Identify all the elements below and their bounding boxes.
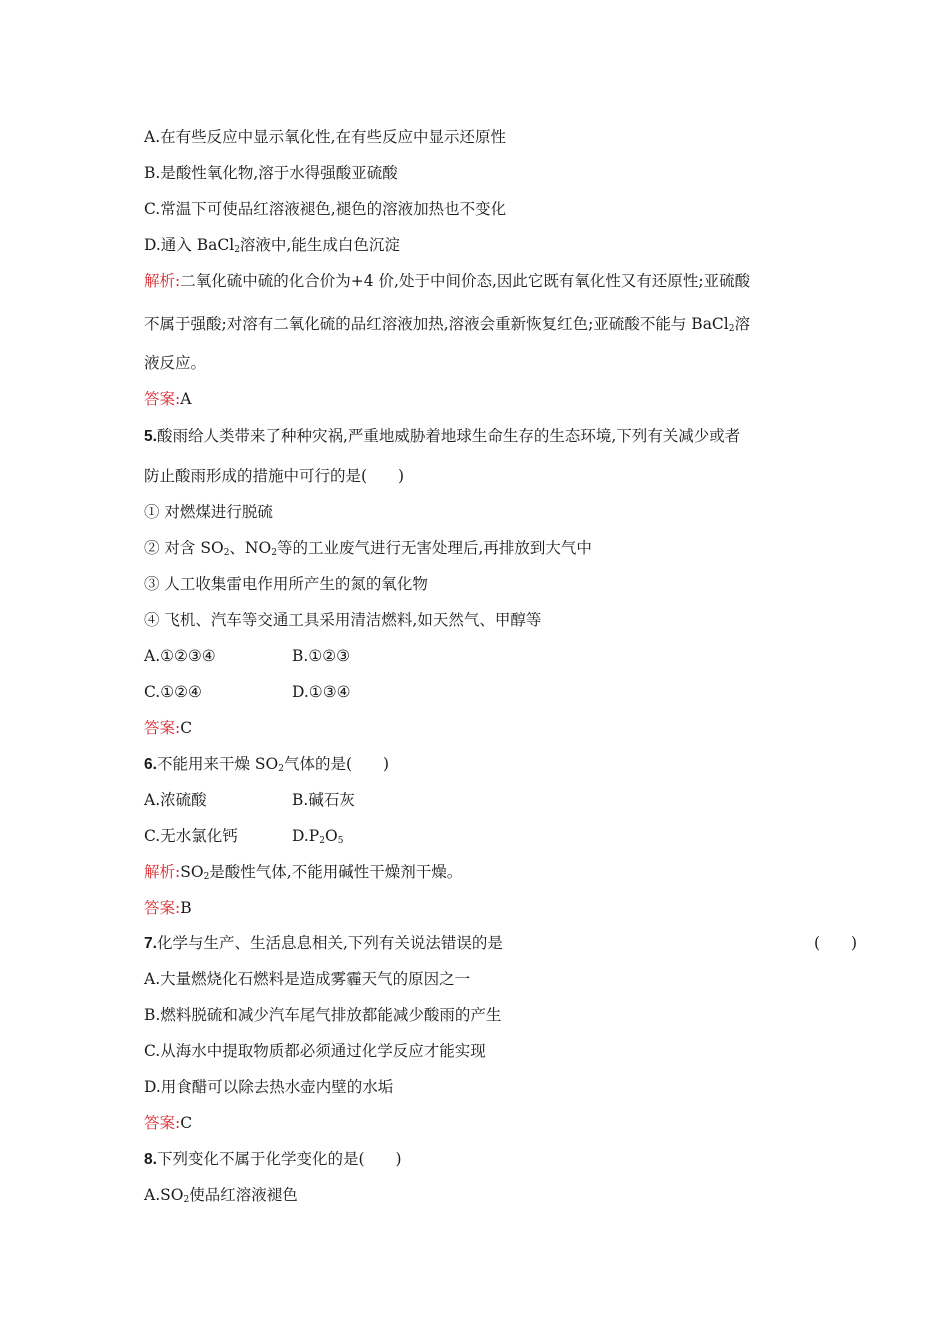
question-number: 8. [144,1151,157,1168]
q5-item-1: ① 对燃煤进行脱硫 [144,503,273,521]
q4-option-c: C.常温下可使品红溶液褪色,褪色的溶液加热也不变化 [144,200,507,218]
question-number: 5. [144,428,157,445]
q5-option-a: A.①②③④ [144,647,216,665]
q4-analysis-line-1: 解析:二氧化硫中硫的化合价为+4 价,处于中间价态,因此它既有氧化性又有还原性;亚硫酸 [144,272,751,290]
q5-answer: 答案:C [144,719,193,737]
answer-label: 答案: [144,719,181,737]
q4-answer: 答案:A [144,390,192,408]
q5-stem-line-2: 防止酸雨形成的措施中可行的是( ) [144,467,405,485]
q4-analysis-line-2: 不属于强酸;对溶有二氧化硫的品红溶液加热,溶液会重新恢复红色;亚硫酸不能与 BaCl$_2$溶 [144,315,750,334]
q7-option-c: C.从海水中提取物质都必须通过化学反应才能实现 [144,1042,486,1060]
q5-options-row-1 [144,645,351,667]
answer-label: 答案: [144,1114,181,1132]
q5-options-row-2 [144,681,351,703]
q8-stem: 8.下列变化不属于化学变化的是( ) [144,1150,402,1168]
q5-item-3: ③ 人工收集雷电作用所产生的氮的氧化物 [144,575,428,593]
q6-analysis: 解析$:SO_2$是酸性气体,不能用碱性干燥剂干燥。 [144,863,463,882]
q7-option-b: B.燃料脱硫和减少汽车尾气排放都能减少酸雨的产生 [144,1006,502,1024]
answer-label: 答案: [144,390,181,408]
analysis-label: 解析: [144,863,181,881]
q5-option-b: B.①②③ [292,647,351,665]
q7-option-a: A.大量燃烧化石燃料是造成雾霾天气的原因之一 [144,970,471,988]
q6-options-row-1 [144,789,355,811]
q7-answer: 答案:C [144,1114,193,1132]
q7-option-d: D.用食醋可以除去热水壶内壁的水垢 [144,1078,394,1096]
q6-answer: 答案:B [144,899,192,917]
q6-option-d: $D.P_2O_5$ [292,827,344,846]
q6-stem: 6.不能用来干燥 $SO_2$气体的是( ) [144,755,390,774]
question-number: 7. [144,935,157,952]
q7-stem: 7.化学与生产、生活息息相关,下列有关说法错误的是 [144,934,503,952]
q4-option-a: A.在有些反应中显示氧化性,在有些反应中显示还原性 [144,128,507,146]
q5-item-2: ② 对含 $SO_2$、$NO_2$等的工业废气进行无害处理后,再排放到大气中 [144,539,592,558]
answer-label: 答案: [144,899,181,917]
q6-option-a: A.浓硫酸 [144,791,207,809]
q5-stem-line-1: 5.酸雨给人类带来了种种灾祸,严重地威胁着地球生命生存的生态环境,下列有关减少或者 [144,427,741,445]
q4-option-b: B.是酸性氧化物,溶于水得强酸亚硫酸 [144,164,398,182]
q5-option-d: D.①③④ [292,683,351,701]
q5-item-4: ④ 飞机、汽车等交通工具采用清洁燃料,如天然气、甲醇等 [144,611,542,629]
q4-option-d: D.通入 BaCl$_2$溶液中,能生成白色沉淀 [144,236,400,255]
q7-answer-bracket: ( ) [814,934,858,952]
q6-options-row-2 [144,825,344,847]
q4-analysis-line-3: 液反应。 [144,354,207,372]
q5-option-c: C.①②④ [144,683,202,701]
analysis-label: 解析: [144,272,181,290]
q8-option-a: $A.SO_2$使品红溶液褪色 [144,1186,298,1205]
question-number: 6. [144,756,157,773]
q6-option-b: B.碱石灰 [292,791,355,809]
q6-option-c: C.无水氯化钙 [144,827,238,845]
